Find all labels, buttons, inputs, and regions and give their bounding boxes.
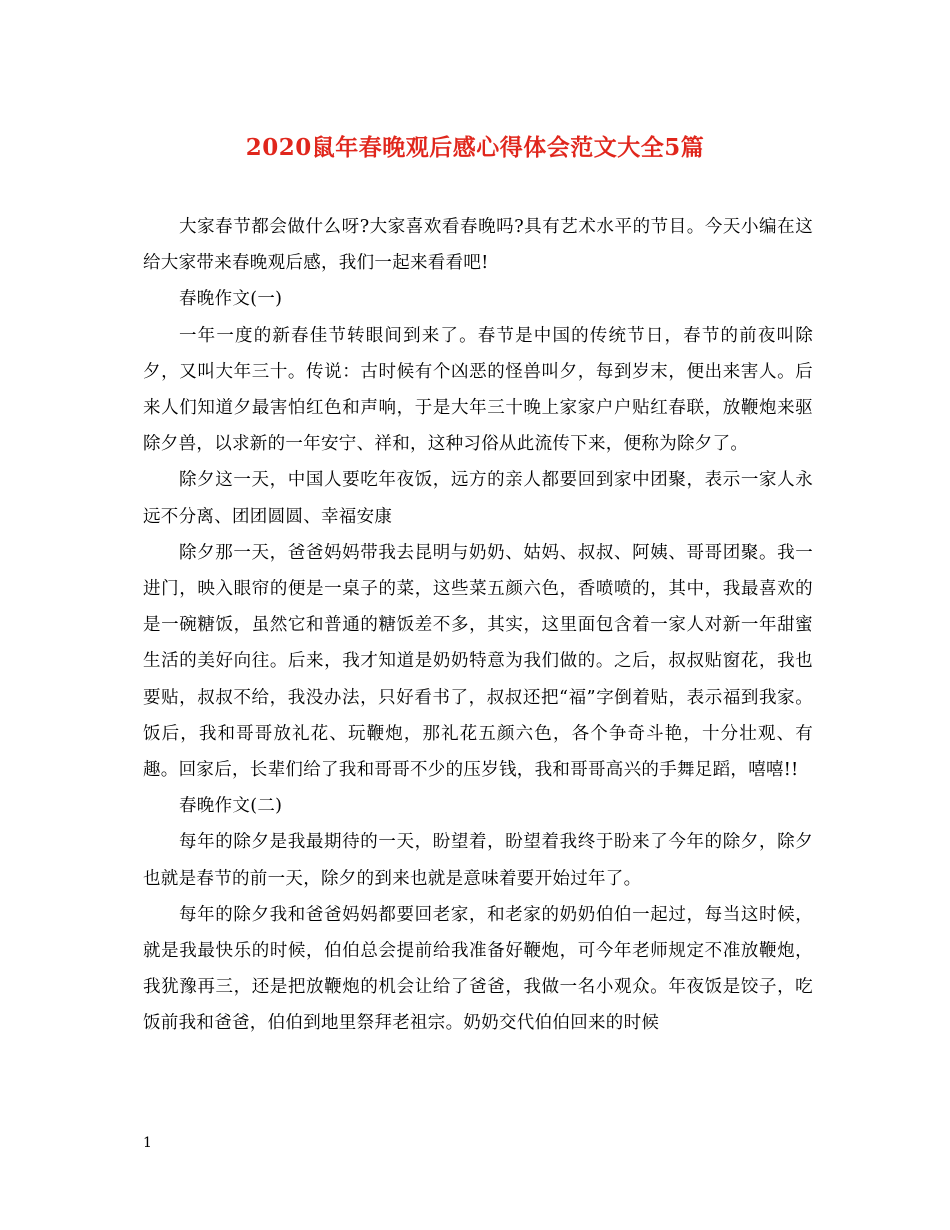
section-heading-1: 春晚作文(一) <box>179 289 283 310</box>
paragraph: 一年一度的新春佳节转眼间到来了。春节是中国的传统节日，春节的前夜叫除夕，又叫大年三十。传说：古时候有个凶恶的怪兽叫夕，每到岁末，便出来害人。后来人们知道夕最害怕红色和声响，于是大年三十晚上家家户户贴红春联，放鞭炮来驱除夕兽，以求新的一年安宁、祥和，这种习俗从此流传下来，便称为除夕了。 <box>143 325 813 455</box>
document-title: 2020鼠年春晚观后感心得体会范文大全5篇 <box>245 134 705 161</box>
section-heading-2: 春晚作文(二) <box>179 796 283 817</box>
page-number: 1 <box>143 1135 152 1151</box>
paragraph: 除夕那一天，爸爸妈妈带我去昆明与奶奶、姑妈、叔叔、阿姨、哥哥团聚。我一进门，映入眼帘的便是一桌子的菜，这些菜五颜六色，香喷喷的，其中，我最喜欢的是一碗糖饭，虽然它和普通的糖饭差不多，其实，这里面包含着一家人对新一年甜蜜生活的美好向往。后来，我才知道是奶奶特意为我们做的。之后，叔叔贴窗花，我也要贴，叔叔不给，我没办法，只好看书了，叔叔还把“福”字倒着贴，表示福到我家。饭后，我和哥哥放礼花、玩鞭炮，那礼花五颜六色，各个争奇斗艳，十分壮观、有趣。回家后，长辈们给了我和哥哥不少的压岁钱，我和哥哥高兴的手舞足蹈，嘻嘻!! <box>143 542 813 781</box>
paragraph: 除夕这一天，中国人要吃年夜饭，远方的亲人都要回到家中团聚，表示一家人永远不分离、团团圆圆、幸福安康 <box>143 470 813 527</box>
paragraph: 每年的除夕是我最期待的一天，盼望着，盼望着我终于盼来了今年的除夕，除夕也就是春节的前一天，除夕的到来也就是意味着要开始过年了。 <box>143 832 813 889</box>
paragraph-intro: 大家春节都会做什么呀?大家喜欢看春晚吗?具有艺术水平的节目。今天小编在这给大家带来春晚观后感，我们一起来看看吧! <box>143 217 813 274</box>
document-body <box>143 209 813 1042</box>
paragraph: 每年的除夕我和爸爸妈妈都要回老家，和老家的奶奶伯伯一起过，每当这时候，就是我最快乐的时候，伯伯总会提前给我准备好鞭炮，可今年老师规定不准放鞭炮，我犹豫再三，还是把放鞭炮的机会让给了爸爸，我做一名小观众。年夜饭是饺子，吃饭前我和爸爸，伯伯到地里祭拜老祖宗。奶奶交代伯伯回来的时候 <box>143 904 813 1034</box>
